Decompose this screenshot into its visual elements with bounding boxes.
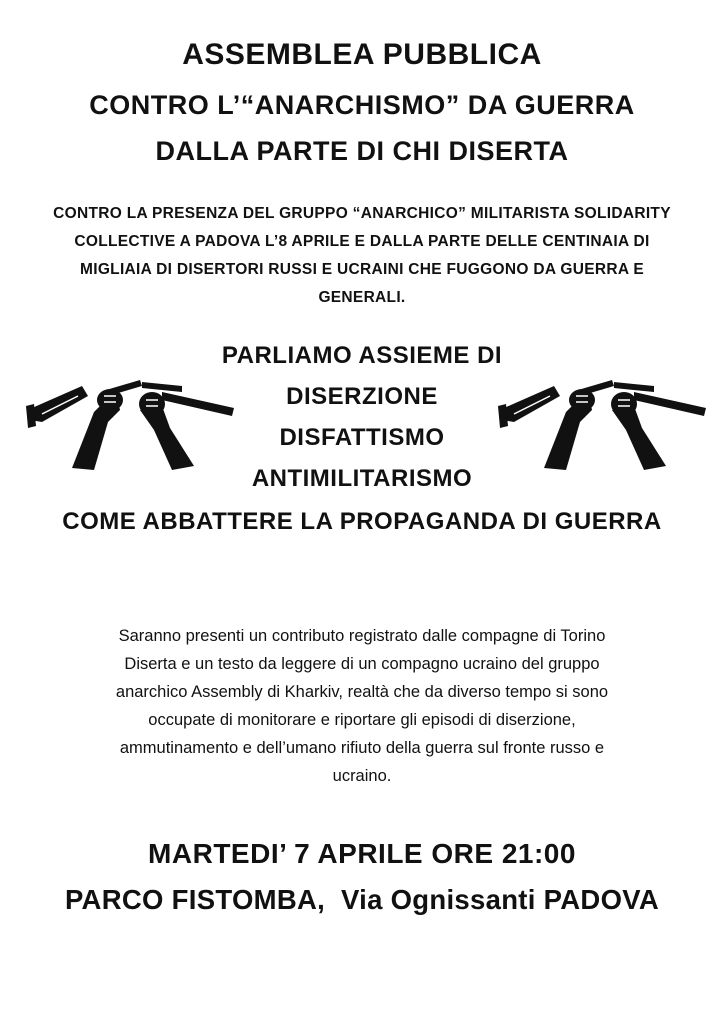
event-date-time: MARTEDI’ 7 APRILE ORE 21:00 <box>148 838 576 869</box>
intro-line: GENERALI. <box>318 289 406 306</box>
body-line: Diserta e un testo da leggere di un compagno ucraino del gruppo <box>124 655 600 673</box>
topic-defeatism: DISFATTISMO <box>279 424 445 451</box>
body-line: ucraino. <box>332 767 392 785</box>
body-line: occupate di monitorare e riportare gli episodi di diserzione, <box>148 711 576 729</box>
body-paragraph <box>36 622 688 790</box>
body-line: Saranno presenti un contributo registrato dalle compagne di Torino <box>118 627 606 645</box>
topic-desertion: DISERZIONE <box>286 383 438 410</box>
body-line: anarchico Assembly di Kharkiv, realtà che da diverso tempo si sono <box>115 683 609 701</box>
topic-antimilitarism: ANTIMILITARISMO <box>251 465 473 492</box>
intro-line: COLLECTIVE A PADOVA L’8 APRILE E DALLA PARTE DELLE CENTINAIA DI <box>74 233 650 250</box>
event-location: PARCO FISTOMBA, Via Ognissanti PADOVA <box>64 884 660 915</box>
topics-lead: PARLIAMO ASSIEME DI <box>221 342 503 369</box>
page-title: ASSEMBLEA PUBBLICA <box>182 38 542 71</box>
intro-line: MIGLIAIA DI DISERTORI RUSSI E UCRAINI CHE FUGGONO DA GUERRA E <box>80 261 644 278</box>
subtitle-anarchism: CONTRO L’“ANARCHISMO” DA GUERRA <box>89 90 635 120</box>
body-line: ammutinamento e dell’umano rifiuto della guerra sul fronte russo e <box>119 739 605 757</box>
subtitle-deserters: DALLA PARTE DI CHI DISERTA <box>155 136 569 166</box>
intro-line: CONTRO LA PRESENZA DEL GRUPPO “ANARCHICO” MILITARISTA SOLIDARITY <box>53 205 671 222</box>
topic-propaganda: COME ABBATTERE LA PROPAGANDA DI GUERRA <box>62 508 662 535</box>
intro-paragraph <box>30 200 694 312</box>
